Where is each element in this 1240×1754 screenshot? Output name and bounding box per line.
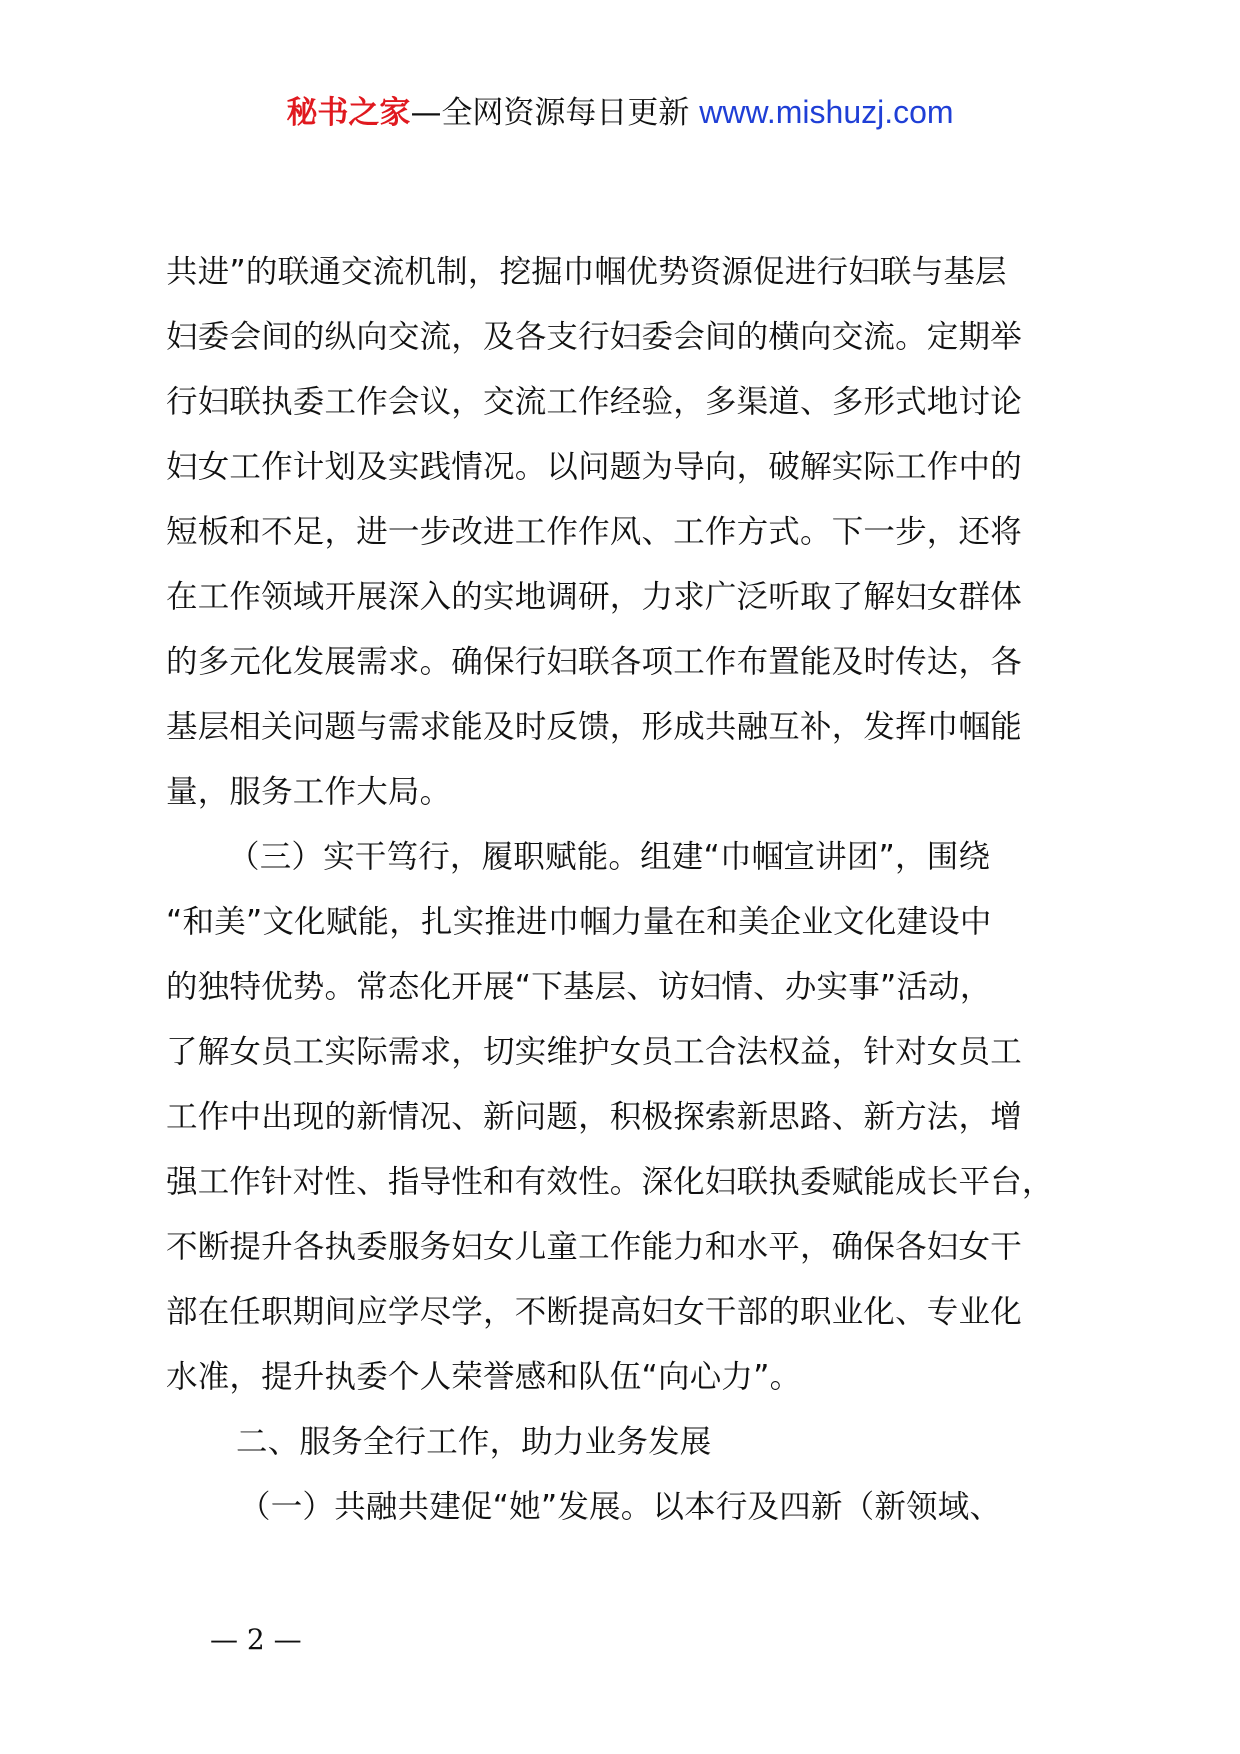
header-url[interactable]: www.mishuzj.com (699, 94, 954, 130)
paragraph-line: 短板和不足，进一步改进工作作风、工作方式。下一步，还将 (166, 514, 1022, 550)
paragraph-line: 妇委会间的纵向交流，及各支行妇委会间的横向交流。定期举 (166, 319, 1022, 355)
section-3-first-line: （三）实干笃行，履职赋能。组建“巾帼宣讲团”，围绕 (228, 839, 991, 875)
brand-name: 秘书之家 (286, 95, 411, 131)
paragraph-line: 不断提升各执委服务妇女儿童工作能力和水平，确保各妇女干 (166, 1229, 1022, 1265)
paragraph-line: 了解女员工实际需求，切实维护女员工合法权益，针对女员工 (166, 1034, 1022, 1070)
page-number: — 2 — (210, 1623, 302, 1656)
site-header (0, 92, 1240, 133)
paragraph-line: “和美”文化赋能，扎实推进巾帼力量在和美企业文化建设中 (166, 904, 992, 940)
paragraph-line: 共进”的联通交流机制，挖掘巾帼优势资源促进行妇联与基层 (166, 254, 1007, 290)
paragraph-line: 的独特优势。常态化开展“下基层、访妇情、办实事”活动， (166, 969, 992, 1005)
document-body (166, 240, 1126, 1540)
section-heading-2: 二、服务全行工作，助力业务发展 (236, 1424, 712, 1460)
subsection-1-first-line: （一）共融共建促“她”发展。以本行及四新（新领域、 (239, 1489, 1002, 1525)
paragraph-line: 妇女工作计划及实践情况。以问题为导向，破解实际工作中的 (166, 449, 1022, 485)
paragraph-line: 强工作针对性、指导性和有效性。深化妇联执委赋能成长平台， (166, 1164, 1054, 1200)
paragraph-line: 水准，提升执委个人荣誉感和队伍“向心力”。 (166, 1359, 802, 1395)
paragraph-line: 工作中出现的新情况、新问题，积极探索新思路、新方法，增 (166, 1099, 1022, 1135)
header-slogan: —全网资源每日更新 (410, 95, 690, 131)
paragraph-line: 基层相关问题与需求能及时反馈，形成共融互补，发挥巾帼能 (166, 709, 1022, 745)
paragraph-line: 部在任职期间应学尽学，不断提高妇女干部的职业化、专业化 (166, 1294, 1022, 1330)
paragraph-line: 在工作领域开展深入的实地调研，力求广泛听取了解妇女群体 (166, 579, 1022, 615)
paragraph-line: 的多元化发展需求。确保行妇联各项工作布置能及时传达，各 (166, 644, 1022, 680)
paragraph-line: 量，服务工作大局。 (166, 774, 452, 810)
paragraph-line: 行妇联执委工作会议，交流工作经验，多渠道、多形式地讨论 (166, 384, 1022, 420)
